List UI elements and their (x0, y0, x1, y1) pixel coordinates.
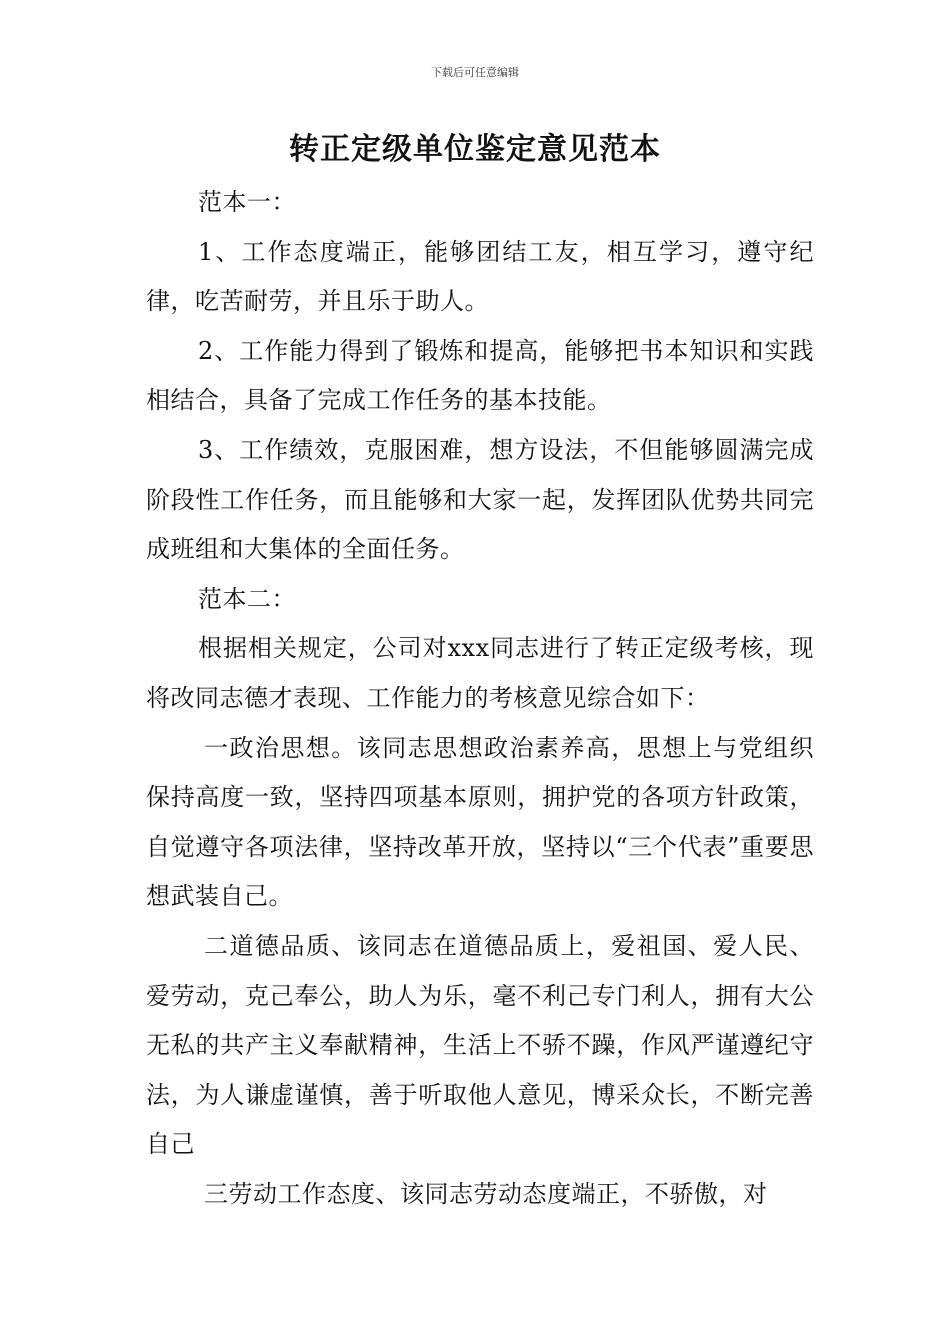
document-title: 转正定级单位鉴定意见范本 (289, 132, 661, 167)
document-body (146, 178, 814, 1219)
section-heading-1: 范本一： (198, 188, 296, 216)
paragraph-morality: 二道德品质、该同志在道德品质上，爱祖国、爱人民、爱劳动，克己奉公，助人为乐，毫不利己专门利人，拥有大公无私的共产主义奉献精神，生活上不骄不躁，作风严谨遵纪守法，为人谦虚谨慎，善于听取他人意见，博采众长，不断完善自己 (146, 931, 814, 1159)
paragraph-intro: 根据相关规定，公司对xxx同志进行了转正定级考核，现将改同志德才表现、工作能力的考核意见综合如下： (146, 634, 814, 712)
paragraph-work-attitude: 三劳动工作态度、该同志劳动态度端正，不骄傲，对 (204, 1179, 768, 1208)
paragraph-item-2: 2、工作能力得到了锻炼和提高，能够把书本知识和实践相结合，具备了完成工作任务的基本技能。 (146, 336, 814, 415)
header-note: 下载后可任意编辑 (431, 66, 519, 79)
paragraph-item-3: 3、工作绩效，克服困难，想方设法，不但能够圆满完成阶段性工作任务，而且能够和大家一起，发挥团队优势共同完成班组和大集体的全面任务。 (146, 435, 814, 564)
paragraph-politics: 一政治思想。该同志思想政治素养高，思想上与党组织保持高度一致，坚持四项基本原则，拥护党的各项方针政策，自觉遵守各项法律，坚持改革开放，坚持以“三个代表”重要思想武装自己。 (146, 733, 814, 911)
paragraph-item-1: 1、工作态度端正，能够团结工友，相互学习，遵守纪律，吃苦耐劳，并且乐于助人。 (146, 237, 814, 316)
section-heading-2: 范本二： (198, 584, 296, 613)
